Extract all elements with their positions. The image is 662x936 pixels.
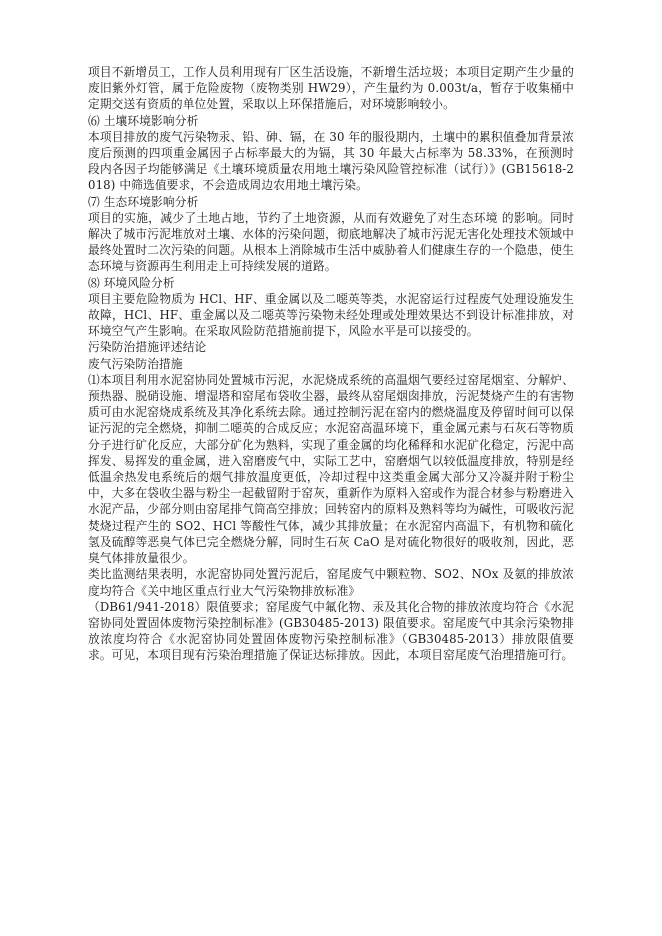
paragraph-risk-analysis: 项目主要危险物质为 HCl、HF、重金属以及二噁英等类，水泥窑运行过程废气处理设施发生故障，HCl、HF、重金属以及二噁英等污染物未经处理或处理效果达不到设计标准排放，对环境空气产生影响。在采取风险防范措施前提下，风险水平是可以接受的。 [88, 291, 574, 339]
paragraph-ecology-impact: 项目的实施，减少了土地占地，节约了土地资源，从而有效避免了对生态环境 的影响。同时解决了城市污泥堆放对土壤、水体的污染问题，彻底地解决了城市污泥无害化处理技术领域中最终处置时二次污染的问题。从根本上消除城市生活中威胁着人们健康生存的一个隐患，使生态环境与资源再生利用走上可持续发展的道路。 [88, 210, 574, 274]
paragraph-staff-waste: 项目不新增员工，工作人员利用现有厂区生活设施，不新增生活垃圾；本项目定期产生少量的废旧紫外灯管，属于危险废物（废物类别 HW29），产生量约为 0.003t/a，暂存于收集桶中定期交送有资质的单位处置，采取以上环保措施后，对环境影响较小。 [88, 65, 574, 112]
heading-soil-impact: ⑹ 土壤环境影响分析 [88, 113, 199, 128]
paragraph-soil-impact: 本项目排放的废气污染物汞、铅、砷、镉，在 30 年的服役期内，土壤中的累积值叠加背景浓度后预测的四项重金属因子占标率最大的为镉，其 30 年最大占标率为 58.33%，在预测时段内各因子均能够满足《土壤环境质量农用地土壤污染风险管控标准（试行）》(GB15618-2018) 中筛选值要求，不会造成周边农用地土壤污染。 [88, 129, 574, 193]
paragraph-monitoring-results: 类比监测结果表明，水泥窑协同处置污泥后，窑尾废气中颗粒物、SO2、NOx 及氨的排放浓度均符合《关中地区重点行业大气污染物排放标准》 [88, 567, 574, 598]
heading-risk-analysis: ⑻ 环境风险分析 [88, 275, 175, 290]
heading-ecology-impact: ⑺ 生态环境影响分析 [88, 194, 199, 209]
paragraph-standards-conclusion: （DB61/941-2018）限值要求；窑尾废气中氟化物、汞及其化合物的排放浓度均符合《水泥窑协同处置固体废物污染控制标准》(GB30485-2013) 限值要求。窑尾废气中其余污染物排放浓度均符合《水泥窑协同处置固体废物污染控制标准》（GB30485-2013）排放限值要求。可见，本项目现有污染治理措施了保证达标排放。因此，本项目窑尾废气治理措施可行。 [88, 599, 574, 663]
document-body [88, 64, 574, 664]
heading-exhaust-measures: 废气污染防治措施 [88, 356, 183, 371]
paragraph-kiln-coprocessing: ⑴本项目利用水泥窑协同处置城市污泥，水泥烧成系统的高温烟气要经过窑尾烟室、分解炉、预热器、脱硝设施、增湿塔和窑尾布袋收尘器，最终从窑尾烟囱排放，污泥焚烧产生的有害物质可由水泥窑烧成系统及其净化系统去除。通过控制污泥在窑内的燃烧温度及停留时间可以保证污泥的完全燃烧，抑制二噁英的合成反应；水泥窑高温环境下，重金属元素与石灰石等物质分子进行矿化反应，大部分矿化为熟料，实现了重金属的均化稀释和水泥矿化稳定，污泥中高挥发、易挥发的重金属，进入窑磨废气中，实际工艺中，窑磨烟气以较低温度排放，特别是经低温余热发电系统后的烟气排放温度更低，冷却过程中这类重金属大部分又冷凝并附于粉尘中，大多在袋收尘器与粉尘一起截留附于窑灰，重新作为原料入窑或作为混合材参与粉磨进入水泥产品，少部分则由窑尾排气筒高空排放；回转窑内的原料及熟料等均为碱性，可吸收污泥焚烧过程产生的 SO2、HCl 等酸性气体，减少其排放量；在水泥窑内高温下，有机物和硫化氢及硫醇等恶臭气体已完全燃烧分解，同时生石灰 CaO 是对硫化物很好的吸收剂，因此，恶臭气体排放量很少。 [88, 372, 574, 566]
heading-pollution-measures: 污染防治措施评述结论 [88, 340, 207, 355]
